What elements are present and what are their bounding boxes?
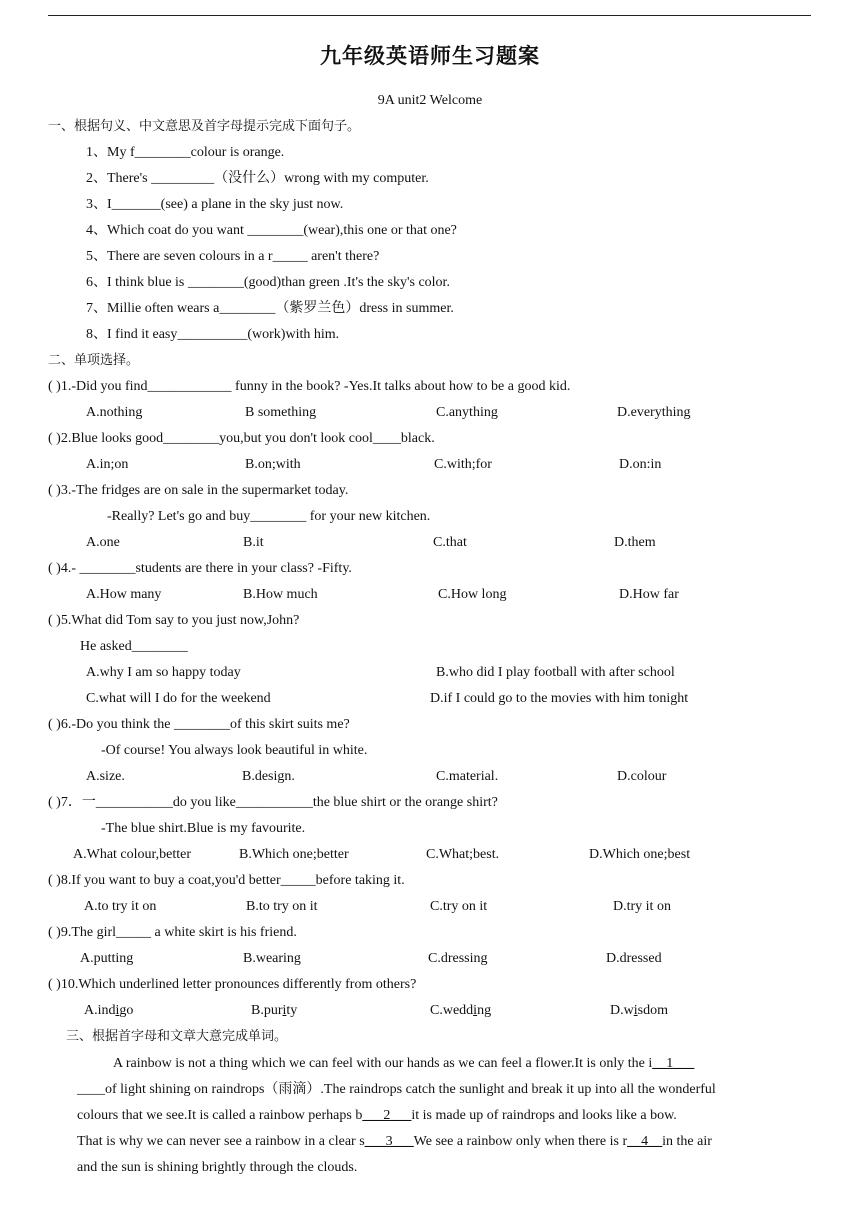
q6-option-d: D.colour bbox=[617, 769, 667, 784]
underlined-letter: i bbox=[115, 1003, 120, 1018]
s1-item-8: 8、I find it easy__________(work)with him. bbox=[86, 327, 340, 342]
blank-1: __1___ bbox=[652, 1056, 695, 1071]
page-title: 九年级英语师生习题案 bbox=[320, 44, 540, 68]
s1-item-7: 7、Millie often wears a________（紫罗兰色）dress in summer. bbox=[86, 301, 454, 316]
s1-item-3: 3、I_______(see) a plane in the sky just now. bbox=[86, 197, 344, 212]
passage-line-1: A rainbow is not a thing which we can feel with our hands as we can feel a flower.It is only the i__1___ bbox=[113, 1056, 695, 1071]
q5-option-c: C.what will I do for the weekend bbox=[86, 691, 271, 706]
q3-option-d: D.them bbox=[614, 535, 656, 550]
q4-stem: ( )4.- ________students are there in your class? -Fifty. bbox=[48, 561, 352, 576]
q8-stem: ( )8.If you want to buy a coat,you'd better_____before taking it. bbox=[48, 873, 405, 888]
passage-line-2: ____of light shining on raindrops（雨滴）.The raindrops catch the sunlight and break it up into all the wonderful bbox=[77, 1082, 716, 1097]
q5-stem: ( )5.What did Tom say to you just now,John? bbox=[48, 613, 300, 628]
q8-option-d: D.try it on bbox=[613, 899, 671, 914]
q7-option-b: B.Which one;better bbox=[239, 847, 349, 862]
q8-option-c: C.try on it bbox=[430, 899, 488, 914]
q6-option-a: A.size. bbox=[86, 769, 125, 784]
q1-option-d: D.everything bbox=[617, 405, 691, 420]
q10-option-a: A.indigo bbox=[84, 1003, 134, 1018]
q5-stem-2: He asked________ bbox=[80, 639, 188, 654]
s1-item-4: 4、Which coat do you want ________(wear),this one or that one? bbox=[86, 223, 457, 238]
header-rule bbox=[48, 15, 811, 16]
q6-option-b: B.design. bbox=[242, 769, 295, 784]
blank-2: ___2___ bbox=[362, 1108, 412, 1123]
q5-option-d: D.if I could go to the movies with him tonight bbox=[430, 691, 689, 706]
q7-option-d: D.Which one;best bbox=[589, 847, 691, 862]
q6-stem: ( )6.-Do you think the ________of this skirt suits me? bbox=[48, 717, 350, 732]
q2-stem: ( )2.Blue looks good________you,but you don't look cool____black. bbox=[48, 431, 435, 446]
blank-3: ___3___ bbox=[364, 1134, 414, 1149]
passage-line-4: That is why we can never see a rainbow in a clear s___3___We see a rainbow only when there is r__4__in the air bbox=[77, 1134, 712, 1149]
q10-option-d: D.wisdom bbox=[610, 1003, 668, 1018]
q8-option-b: B.to try on it bbox=[246, 899, 318, 914]
q2-option-a: A.in;on bbox=[86, 457, 129, 472]
underlined-letter: i bbox=[473, 1003, 478, 1018]
q7-stem: ( )7．一___________do you like___________the blue shirt or the orange shirt? bbox=[48, 795, 498, 810]
q7-option-c: C.What;best. bbox=[426, 847, 500, 862]
q6-stem-2: -Of course! You always look beautiful in white. bbox=[101, 743, 368, 758]
q3-stem-2: -Really? Let's go and buy________ for your new kitchen. bbox=[107, 509, 431, 524]
passage-line-3: colours that we see.It is called a rainbow perhaps b___2___it is made up of raindrops and looks like a bow. bbox=[77, 1108, 677, 1123]
q10-option-b: B.purity bbox=[251, 1003, 298, 1018]
blank-4: __4__ bbox=[627, 1134, 663, 1149]
section2-heading: 二、单项选择。 bbox=[48, 353, 140, 368]
underlined-letter: i bbox=[282, 1003, 287, 1018]
page-subtitle: 9A unit2 Welcome bbox=[377, 93, 483, 108]
q3-option-a: A.one bbox=[86, 535, 120, 550]
q1-option-b: B something bbox=[245, 405, 317, 420]
q4-option-b: B.How much bbox=[243, 587, 318, 602]
section1-heading: 一、根据句义、中文意思及首字母提示完成下面句子。 bbox=[48, 119, 361, 134]
q9-option-a: A.putting bbox=[80, 951, 134, 966]
q9-option-d: D.dressed bbox=[606, 951, 662, 966]
q10-option-c: C.wedding bbox=[430, 1003, 492, 1018]
s1-item-2: 2、There's _________（没什么）wrong with my computer. bbox=[86, 171, 429, 186]
q2-option-c: C.with;for bbox=[434, 457, 492, 472]
s1-item-5: 5、There are seven colours in a r_____ aren't there? bbox=[86, 249, 380, 264]
q3-option-b: B.it bbox=[243, 535, 264, 550]
q4-option-c: C.How long bbox=[438, 587, 507, 602]
s1-item-6: 6、I think blue is ________(good)than green .It's the sky's color. bbox=[86, 275, 450, 290]
q5-option-a: A.why I am so happy today bbox=[86, 665, 241, 680]
q1-option-a: A.nothing bbox=[86, 405, 143, 420]
q9-option-b: B.wearing bbox=[243, 951, 301, 966]
q7-option-a: A.What colour,better bbox=[73, 847, 192, 862]
section3-heading: 三、根据首字母和文章大意完成单词。 bbox=[66, 1029, 288, 1044]
passage-line-5: and the sun is shining brightly through the clouds. bbox=[77, 1160, 358, 1175]
q2-option-b: B.on;with bbox=[245, 457, 301, 472]
q6-option-c: C.material. bbox=[436, 769, 499, 784]
q4-option-a: A.How many bbox=[86, 587, 162, 602]
q2-option-d: D.on:in bbox=[619, 457, 662, 472]
q1-option-c: C.anything bbox=[436, 405, 498, 420]
q8-option-a: A.to try it on bbox=[84, 899, 157, 914]
q3-option-c: C.that bbox=[433, 535, 467, 550]
q3-stem: ( )3.-The fridges are on sale in the supermarket today. bbox=[48, 483, 349, 498]
q10-stem: ( )10.Which underlined letter pronounces differently from others? bbox=[48, 977, 417, 992]
q7-stem-2: -The blue shirt.Blue is my favourite. bbox=[101, 821, 306, 836]
q4-option-d: D.How far bbox=[619, 587, 679, 602]
s1-item-1: 1、My f________colour is orange. bbox=[86, 145, 285, 160]
q5-option-b: B.who did I play football with after school bbox=[436, 665, 675, 680]
underlined-letter: i bbox=[633, 1003, 638, 1018]
q9-option-c: C.dressing bbox=[428, 951, 488, 966]
q9-stem: ( )9.The girl_____ a white skirt is his friend. bbox=[48, 925, 297, 940]
q1-stem: ( )1.-Did you find____________ funny in the book? -Yes.It talks about how to be a good kid. bbox=[48, 379, 571, 394]
